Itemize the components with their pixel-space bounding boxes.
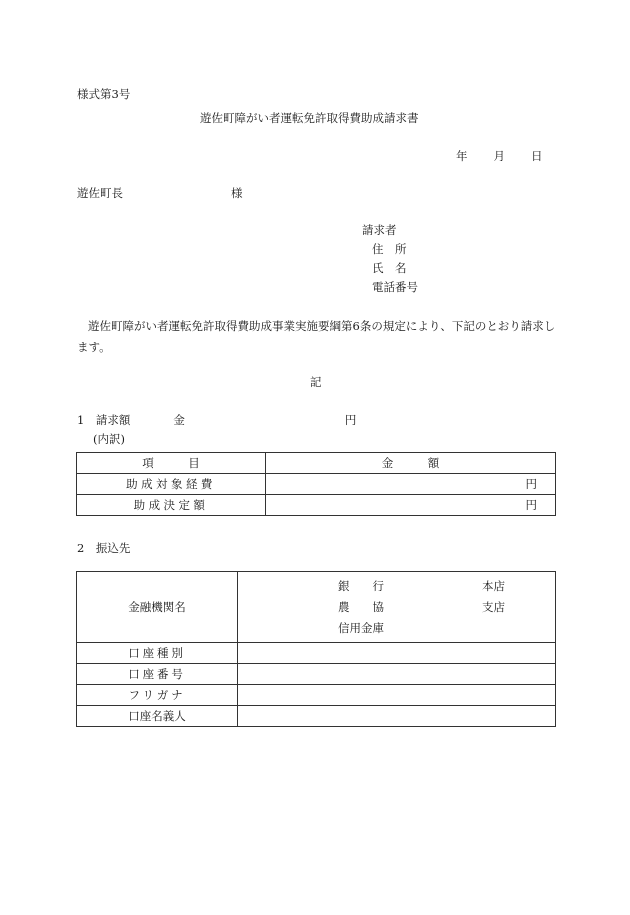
section1-claim-amount — [77, 412, 356, 428]
account-number-cell[interactable] — [238, 664, 556, 685]
bank-row — [77, 572, 556, 643]
bank-type-ginko: 銀 行 — [338, 579, 384, 593]
section2-label: 2 振込先 — [77, 541, 131, 555]
addressee-honorific: 様 — [231, 186, 243, 200]
ki-heading: 記 — [310, 375, 322, 389]
claimant-heading: 請求者 — [362, 223, 397, 237]
breakdown-table — [76, 452, 556, 516]
date-month: 月 — [493, 149, 505, 163]
furigana-cell[interactable] — [238, 685, 556, 706]
account-type-label: 口座種別 — [77, 643, 238, 664]
table-header-row — [77, 453, 556, 474]
branch-honten: 本店 — [482, 579, 505, 593]
section1-en: 円 — [344, 413, 357, 427]
account-holder-cell[interactable] — [238, 706, 556, 727]
table-row — [77, 474, 556, 495]
body-text: 遊佐町障がい者運転免許取得費助成事業実施要綱第6条の規定により、下記のとおり請求します。 — [77, 319, 556, 354]
date-day: 日 — [531, 149, 543, 163]
row-item: 助成対象経費 — [77, 474, 266, 495]
table-row — [77, 495, 556, 516]
addressee-name: 遊佐町長 — [77, 186, 123, 200]
table-row — [77, 664, 556, 685]
account-holder-label: 口座名義人 — [77, 706, 238, 727]
date-year: 年 — [456, 149, 468, 163]
claimant-address-label: 住 所 — [372, 242, 407, 256]
section1-kin: 金 — [173, 413, 185, 427]
account-number-label: 口座番号 — [77, 664, 238, 685]
addressee — [77, 185, 243, 201]
bank-type-shinkin: 信用金庫 — [338, 621, 384, 635]
claimant-name-label: 氏 名 — [372, 261, 407, 275]
bank-type-nokyo: 農 協 — [338, 600, 384, 614]
claimant-phone-label: 電話番号 — [372, 280, 418, 294]
account-type-cell[interactable] — [238, 643, 556, 664]
page-title: 遊佐町障がい者運転免許取得費助成請求書 — [200, 111, 419, 125]
bank-label: 金融機関名 — [77, 572, 238, 643]
row-amount-cell[interactable]: 円 — [266, 495, 556, 516]
date-line — [456, 148, 543, 164]
table-row — [77, 643, 556, 664]
header-item: 項 目 — [77, 453, 266, 474]
section1-label: 1 請求額 — [77, 413, 131, 427]
form-number: 様式第3号 — [77, 87, 131, 101]
transfer-table — [76, 571, 556, 727]
furigana-label: フリガナ — [77, 685, 238, 706]
bank-value-cell[interactable] — [238, 572, 556, 643]
table-row — [77, 706, 556, 727]
row-amount-cell[interactable]: 円 — [266, 474, 556, 495]
header-amount: 金 額 — [266, 453, 556, 474]
row-item: 助成決定額 — [77, 495, 266, 516]
breakdown-label: (内訳) — [93, 432, 125, 446]
table-row — [77, 685, 556, 706]
branch-shiten: 支店 — [482, 600, 505, 614]
